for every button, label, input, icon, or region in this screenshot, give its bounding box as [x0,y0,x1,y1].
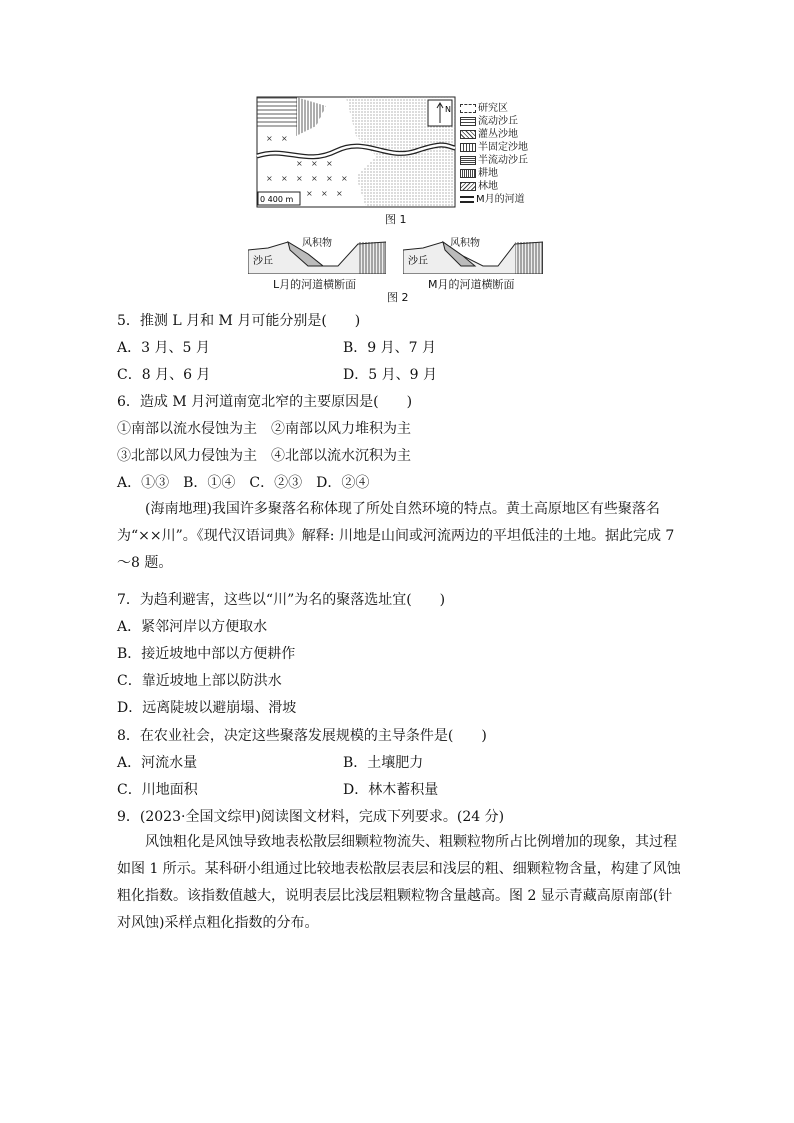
river-icon [460,196,474,203]
forest-icon [460,182,476,191]
q8-option-a: A．河流水量 [117,755,198,771]
svg-text:×: × [321,189,328,198]
q8-option-d: D．林木蓄积量 [343,782,439,798]
semi-mobile-dune-icon [460,156,476,165]
svg-text:×: × [306,189,313,198]
semi-fixed-sand-icon [460,143,476,152]
figure2-right-label: M月的河道横断面 [428,278,515,291]
legend-item: 流动沙丘 [460,116,518,128]
figure2-caption: 图 2 [387,291,409,304]
legend-item: 灌丛沙地 [460,129,518,141]
dune-label: 沙丘 [253,256,273,267]
svg-text:×: × [281,134,288,143]
svg-text:×: × [341,174,348,183]
legend-item: 林地 [460,181,498,193]
legend-item: 半流动沙丘 [460,155,528,167]
q6-options: A．①③ B．①④ C．②③ D．②④ [117,475,370,491]
q8-option-b: B．土壤肥力 [343,755,424,771]
q5-option-b: B．9 月、7 月 [343,340,437,356]
figure1-caption: 图 1 [385,213,407,226]
intro-paragraph: (海南地理)我国许多聚落名称体现了所处自然环境的特点。黄土高原地区有些聚落名为“××川”。《现代汉语词典》解释: 川地是山间或河流两边的平坦低洼的土地。据此完成 7～8 题。 [117,501,675,571]
figure1-map [256,96,456,208]
svg-text:×: × [311,159,318,168]
q7-option-b: B．接近坡地中部以方便耕作 [117,646,296,662]
svg-text:×: × [311,174,318,183]
svg-text:×: × [336,189,343,198]
q7-option-c: C．靠近坡地上部以防洪水 [117,673,282,689]
shrub-sand-icon [460,130,476,139]
q7-option-d: D．远离陡坡以避崩塌、滑坡 [117,700,297,716]
q6-choices-1: ①南部以流水侵蚀为主 ②南部以风力堆积为主 [117,421,411,437]
deposit-label: 风积物 [450,238,480,249]
q9-stem: 9．(2023·全国文综甲)阅读图文材料，完成下列要求。(24 分) [117,809,505,825]
q5-option-c: C．8 月、6 月 [117,367,211,383]
compass-label: N [445,105,451,114]
q8-stem: 8．在农业社会，决定这些聚落发展规模的主导条件是( ) [117,728,487,744]
q9-paragraph: 风蚀粗化是风蚀导致地表松散层细颗粒物流失、粗颗粒物所占比例增加的现象，其过程如图 1 所示。某科研小组通过比较地表松散层表层和浅层的粗、细颗粒物含量，构建了风蚀粗化指数。该指数值越大，说明表层比浅层粗颗粒物含量越高。图 2 显示青藏高原南部(针对风蚀)采样点粗化指数的分布。 [117,834,681,931]
legend-item: 半固定沙地 [460,142,528,154]
scale-label: 0 400 m [260,195,294,204]
deposit-label: 风积物 [302,238,332,249]
q7-option-a: A．紧邻河岸以方便取水 [117,619,268,635]
q5-stem: 5．推测 L 月和 M 月可能分别是( ) [117,313,361,329]
dune-label: 沙丘 [408,256,428,267]
q6-stem: 6．造成 M 月河道南宽北窄的主要原因是( ) [117,394,413,410]
svg-text:×: × [281,174,288,183]
q5-option-d: D．5 月、9 月 [343,367,437,383]
farmland-icon [460,169,476,178]
svg-text:×: × [266,134,273,143]
q5-option-a: A．3 月、5 月 [117,340,210,356]
svg-text:×: × [296,174,303,183]
study-area-icon [460,104,476,113]
legend-item: 耕地 [460,168,498,180]
legend-item: M月的河道 [460,194,525,206]
svg-text:×: × [326,159,333,168]
mobile-dune-icon [460,117,476,126]
svg-text:×: × [326,174,333,183]
figure2-left-label: L月的河道横断面 [273,278,357,291]
q7-stem: 7．为趋利避害，这些以“川”为名的聚落选址宜( ) [117,592,446,608]
svg-text:×: × [296,159,303,168]
q8-option-c: C．川地面积 [117,782,198,798]
legend-item: 研究区 [460,103,508,115]
q6-choices-2: ③北部以风力侵蚀为主 ④北部以流水沉积为主 [117,448,411,464]
svg-text:×: × [266,174,273,183]
